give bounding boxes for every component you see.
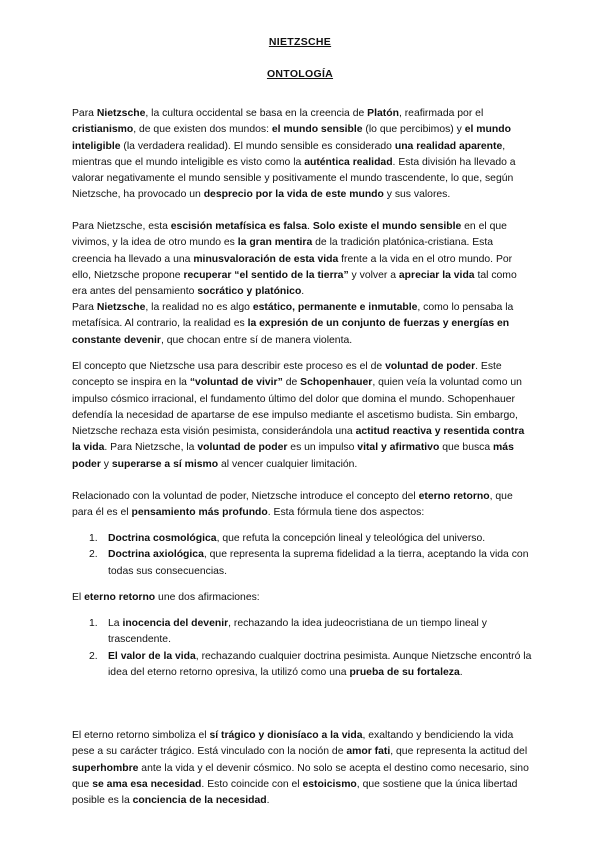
paragraph-platon: Para Nietzsche, la cultura occidental se basa en la creencia de Platón, reafirmada por el cristianismo, de que existen dos mundos: el mundo sensible (lo que percibimos) y el mundo inteligible (la verdadera realidad). El mundo sensible es considerado una realidad aparente, mientras que el mundo inteligible es visto como la auténtica realidad. Esta división ha llevado a valorar negativamente el mundo sensible y positivamente el mundo trascendente, lo que, según Nietzsche, ha provocado un desprecio por la vida de este mundo y sus valores. — [72, 108, 516, 201]
list-item: 2. Doctrina axiológica, que representa la suprema fidelidad a la tierra, aceptando la vida con todas sus consecuencias. — [89, 549, 529, 577]
list-item: 1. La inocencia del devenir, rechazando la idea judeocristiana de un tiempo lineal y trascendente. — [89, 618, 487, 646]
list-item: 2. El valor de la vida, rechazando cualquier doctrina pesimista. Aunque Nietzsche encontró la idea del eterno retorno opresiva, la utilizó como una prueba de su fortaleza. — [89, 650, 532, 678]
paragraph-amor-fati: El eterno retorno simboliza el sí trágico y dionisíaco a la vida, exaltando y bendiciendo la vida pese a su carácter trágico. Está vinculado con la noción de amor fati, que representa la actitud del superhombre ante la vida y el devenir cósmico. No solo se acepta el destino como necesario, sino que se ama esa necesidad. Esto coincide con el estoicismo, que sostiene que la única libertad posible es la conciencia de la necesidad. — [72, 730, 529, 807]
paragraph-voluntad-de-poder: El concepto que Nietzsche usa para describir este proceso es el de voluntad de poder. Este concepto se inspira en la “voluntad de vivir” de Schopenhauer, quien veía la voluntad como un impulso cósmico irracional, el fundamento último del dolor que domina el mundo. Schopenhauer defendía la necesidad de apartarse de ese impulso mediante el ascetismo budista. Sin embargo, Nietzsche rechaza esta visión pesimista, considerándola una actitud reactiva y resentida contra la vida. Para Nietzsche, la voluntad de poder es un impulso vital y afirmativo que busca más poder y superarse a sí mismo al vencer cualquier limitación. — [72, 361, 525, 470]
affirmations-list — [72, 616, 532, 681]
paragraph-eterno-retorno: Relacionado con la voluntad de poder, Nietzsche introduce el concepto del eterno retorno, que para él es el pensamiento más profundo. Esta fórmula tiene dos aspectos: — [72, 491, 513, 519]
paragraph-afirmaciones: El eterno retorno une dos afirmaciones: — [72, 592, 260, 603]
paragraph-escision: Para Nietzsche, esta escisión metafísica es falsa. Solo existe el mundo sensible en el que vivimos, y la idea de otro mundo es la gran mentira de la tradición platónica-cristiana. Esta creencia ha llevado a una minusvaloración de esta vida frente a la vida en el otro mundo. Por ello, Nietzsche propone recuperar “el sentido de la tierra” y volver a apreciar la vida tal como era antes del pensamiento socrático y platónico. — [72, 221, 517, 298]
aspects-list — [72, 531, 532, 580]
paragraph-realidad: Para Nietzsche, la realidad no es algo estático, permanente e inmutable, como lo pensaba la metafísica. Al contrario, la realidad es la expresión de un conjunto de fuerzas y energías en constante devenir, que chocan entre sí de manera violenta. — [72, 302, 514, 346]
page-subtitle: ONTOLOGÍA — [266, 68, 334, 80]
list-item: 1. Doctrina cosmológica, que refuta la concepción lineal y teleológica del universo. — [89, 533, 486, 544]
page-title: NIETZSCHE — [268, 36, 332, 48]
